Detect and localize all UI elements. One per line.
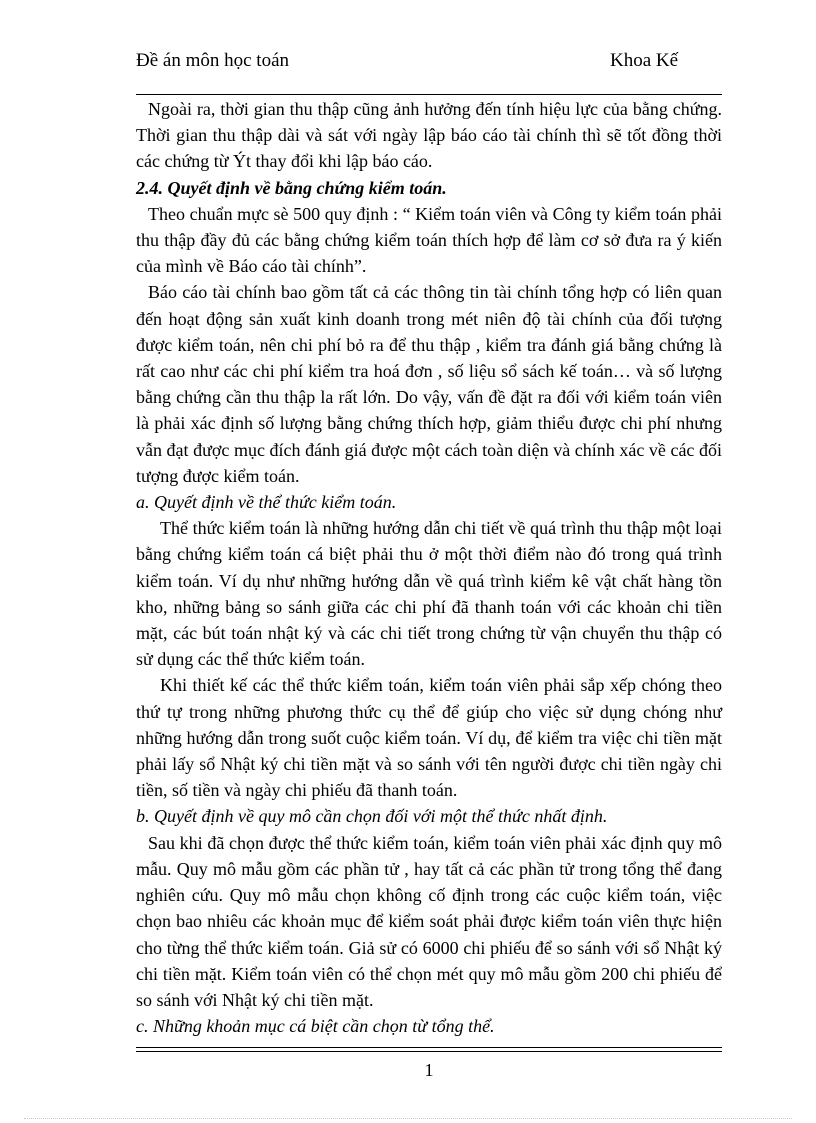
subheading-c: c. Những khoản mục cá biệt cần chọn từ tổng thể. bbox=[136, 1016, 495, 1037]
document-body bbox=[136, 96, 722, 1039]
paragraph-6: Sau khi đã chọn được thể thức kiểm toán, kiểm toán viên phải xác định quy mô mẫu. Quy mô mẫu gồm các phần tử , hay tất cả các phần tử trong tổng thể đang nghiên cứu. Quy mô mẫu chọn không cố định trong các cuộc kiểm toán, việc chọn bao nhiêu các khoản mục để kiểm soát phải được kiểm toán viên thực hiện cho từng thể thức kiểm toán. Giả sử có 6000 chi phiếu để so sánh với sổ Nhật ký chi tiền mặt. Kiểm toán viên có thể chọn mét quy mô mẫu gồm 200 chi phiếu để so sánh với Nhật ký chi tiền mặt. bbox=[136, 832, 722, 1010]
paragraph-3: Báo cáo tài chính bao gồm tất cả các thông tin tài chính tổng hợp có liên quan đến hoạt động sản xuất kinh doanh trong mét niên độ tài chính của đối tượng được kiểm toán, nên chi phí bỏ ra để thu thập , kiểm tra đánh giá bằng chứng là rất cao như các chi phí kiểm tra hoá đơn , số liệu sổ sách kế toán… và số lượng bằng chứng cần thu thập la rất lớn. Do vậy, vấn đề đặt ra đối với kiểm toán viên là phải xác định số lượng bằng chứng thích hợp, giảm thiểu được chi phí nhưng vẫn đạt được mục đích đánh giá được một cách toàn diện và chính xác về các đối tượng được kiểm toán. bbox=[136, 282, 722, 486]
paragraph-1: Ngoài ra, thời gian thu thập cũng ảnh hưởng đến tính hiệu lực của bằng chứng. Thời gian thu thập dài và sát với ngày lập báo cáo tài chính thì sẽ tốt đồng thời các chứng từ Ýt thay đổi khi lập báo cáo. bbox=[136, 99, 722, 172]
footer-divider-bottom bbox=[136, 1051, 722, 1052]
page-boundary bbox=[24, 1118, 792, 1119]
paragraph-5: Khi thiết kế các thể thức kiểm toán, kiểm toán viên phải sắp xếp chóng theo thứ tự trong những phương thức cụ thể để giúp cho việc sử dụng chóng như những hướng dẫn trong suốt cuộc kiểm toán. Ví dụ, để kiểm tra việc chi tiền mặt phải lấy sổ Nhật ký chi tiền mặt và so sánh với tên người được chi tiền ngày chi tiền, số tiền và ngày chi phiếu đã thanh toán. bbox=[136, 675, 722, 801]
header-divider bbox=[136, 94, 722, 95]
subheading-a: a. Quyết định về thể thức kiểm toán. bbox=[136, 492, 397, 513]
header-department: Khoa Kế bbox=[610, 50, 679, 71]
subheading-b: b. Quyết định về quy mô cần chọn đối với một thể thức nhất định. bbox=[136, 806, 608, 827]
page-number: 1 bbox=[424, 1060, 434, 1080]
paragraph-4: Thể thức kiểm toán là những hướng dẫn chi tiết về quá trình thu thập một loại bằng chứng kiểm toán cá biệt phải thu ở một thời điểm nào đó trong quá trình kiểm toán. Ví dụ như những hướng dẫn về quá trình kiểm kê vật chất hàng tồn kho, những bảng so sánh giữa các chi phí đã thanh toán với các khoản chi tiền mặt, các bút toán nhật ký và các chi tiết trong chứng từ vận chuyển thu thập có sử dụng các thể thức kiểm toán. bbox=[136, 518, 722, 670]
paragraph-2: Theo chuẩn mực sè 500 quy định : “ Kiểm toán viên và Công ty kiểm toán phải thu thập đầy đủ các bằng chứng kiểm toán thích hợp để làm cơ sở đưa ra ý kiến của mình về Báo cáo tài chính”. bbox=[136, 203, 722, 277]
header-course-title: Đề án môn học toán bbox=[136, 50, 290, 71]
footer-divider-top bbox=[136, 1047, 722, 1048]
section-heading: 2.4. Quyết định về bằng chứng kiểm toán. bbox=[136, 177, 447, 198]
